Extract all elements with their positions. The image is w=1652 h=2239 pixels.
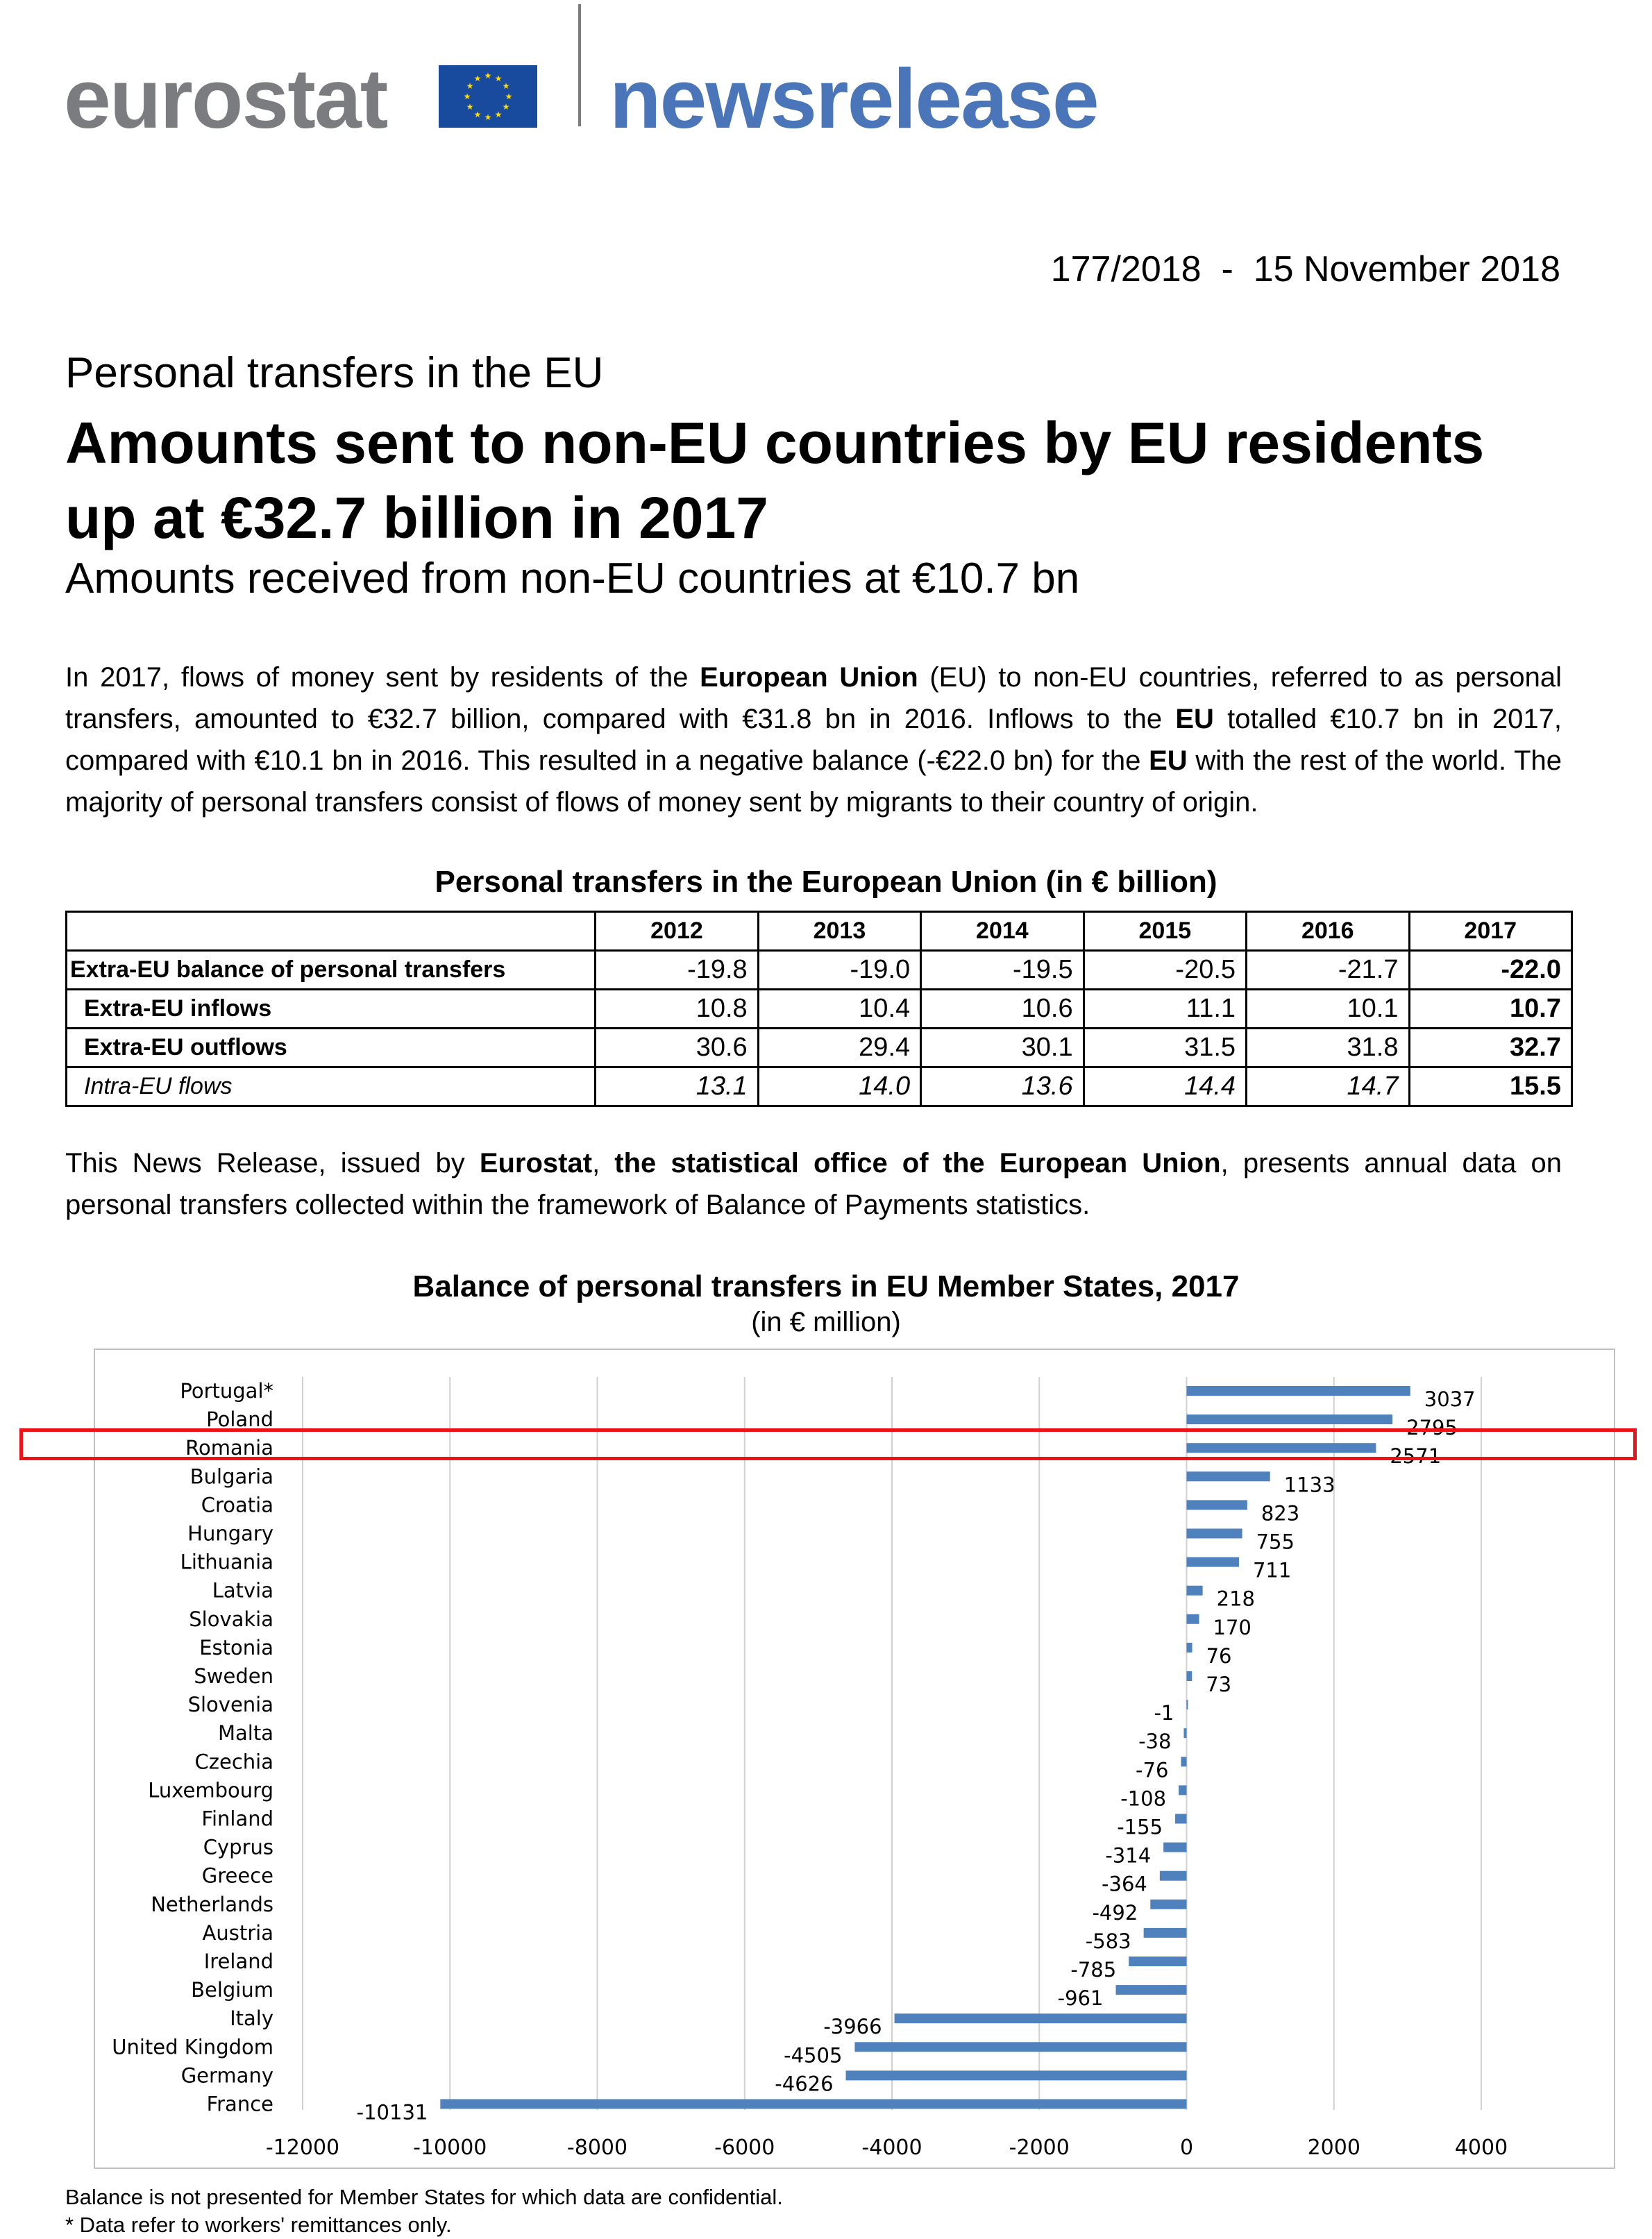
- data-label: -492: [1092, 1900, 1138, 1925]
- x-tick-label: 2000: [1307, 2136, 1360, 2160]
- year-header: 2013: [758, 912, 920, 951]
- category-label: Czechia: [194, 1750, 273, 1774]
- category-label: Malta: [218, 1721, 273, 1746]
- table-cell: -20.5: [1084, 951, 1246, 990]
- bar: [1187, 1586, 1203, 1596]
- highlight-box-romania: [19, 1428, 1637, 1460]
- data-label: -785: [1070, 1958, 1117, 1982]
- data-label: -364: [1102, 1872, 1147, 1896]
- footnote: Balance is not presented for Member States for which data are confidential.: [65, 2185, 783, 2209]
- data-label: 1133: [1283, 1473, 1335, 1497]
- intro-run: EU: [1149, 745, 1188, 776]
- chart-subtitle: (in € million): [751, 1307, 901, 1337]
- x-tick-label: -2000: [1009, 2136, 1070, 2160]
- category-label: Austria: [202, 1920, 273, 1945]
- bar: [1116, 1985, 1187, 1995]
- data-label: 2571: [1390, 1444, 1442, 1469]
- release-number: 177/2018: [1050, 249, 1202, 289]
- table-cell: -21.7: [1247, 951, 1409, 990]
- table-cell: 10.4: [758, 990, 920, 1029]
- row-label: Extra-EU outflows: [67, 1029, 596, 1067]
- table-cell: -19.8: [596, 951, 758, 990]
- category-label: Estonia: [199, 1635, 273, 1659]
- category-label: Lithuania: [180, 1550, 273, 1574]
- table-cell: 10.8: [596, 990, 758, 1029]
- bar: [1144, 1928, 1187, 1938]
- bar: [1187, 1557, 1239, 1567]
- intro-run: In 2017, flows of money sent by residents of the: [65, 662, 700, 693]
- category-label: Netherlands: [151, 1892, 273, 1916]
- row-label: Extra-EU inflows: [67, 990, 596, 1029]
- intro-run: with the rest of the world. The majority of personal transfers consist of flows of money sent by migrants to their country of origin.: [65, 745, 1562, 818]
- table-cell: 11.1: [1084, 990, 1246, 1029]
- data-label: -1: [1154, 1701, 1174, 1725]
- eu-flag-icon: [439, 65, 537, 128]
- table-cell: 31.8: [1247, 1029, 1409, 1067]
- data-label: 73: [1206, 1673, 1232, 1696]
- table-title: Personal transfers in the European Union (in € billion): [435, 865, 1217, 899]
- intro-run: European Union: [700, 662, 918, 693]
- x-tick-label: 4000: [1454, 2136, 1508, 2160]
- category-label: Portugal*: [180, 1379, 273, 1403]
- year-header: 2014: [921, 912, 1084, 951]
- category-label: Croatia: [201, 1493, 273, 1517]
- data-label: -76: [1136, 1758, 1169, 1782]
- x-tick-label: -12000: [265, 2136, 340, 2160]
- bar: [1187, 1386, 1410, 1396]
- headline: Amounts sent to non-EU countries by EU residents up at €32.7 billion in 2017: [65, 410, 1485, 550]
- bar: [895, 2013, 1187, 2023]
- bar: [1186, 1700, 1188, 1709]
- bar: [1150, 1900, 1186, 1909]
- bar: [1187, 1614, 1199, 1624]
- data-label: -314: [1105, 1843, 1152, 1868]
- table-cell: 10.7: [1409, 990, 1572, 1029]
- table-header-row: [67, 912, 1572, 951]
- data-label: -10131: [356, 2100, 428, 2124]
- subtitle: Amounts received from non-EU countries at €10.7 bn: [65, 555, 1080, 602]
- row-label: Intra-EU flows: [67, 1067, 596, 1106]
- bar: [1175, 1814, 1186, 1824]
- x-tick-label: -8000: [566, 2136, 628, 2160]
- year-header: 2017: [1409, 912, 1572, 951]
- category-label: Luxembourg: [148, 1778, 273, 1802]
- chart-title: Balance of personal transfers in EU Member States, 2017: [412, 1269, 1240, 1303]
- category-label: Slovenia: [187, 1693, 273, 1717]
- table-row: [67, 990, 1572, 1029]
- table-cell: -22.0: [1409, 951, 1572, 990]
- eu-star-icon: ★: [505, 92, 513, 101]
- table-cell: -19.5: [921, 951, 1084, 990]
- table-cell: 15.5: [1409, 1067, 1572, 1106]
- table-cell: 31.5: [1084, 1029, 1246, 1067]
- data-label: -4505: [784, 2043, 843, 2068]
- data-label: 755: [1256, 1530, 1295, 1554]
- table-cell: 10.6: [921, 990, 1084, 1029]
- bar: [1179, 1785, 1186, 1795]
- category-label: Ireland: [203, 1950, 273, 1973]
- header-divider: [578, 4, 581, 126]
- eu-star-icon: ★: [502, 102, 510, 112]
- table-cell: 14.0: [758, 1067, 920, 1106]
- about-run: , presents annual data on personal transfers collected within the framework of Balance of Payments statistics.: [65, 1148, 1562, 1220]
- data-label: 711: [1252, 1558, 1292, 1582]
- table-cell: 30.1: [921, 1029, 1084, 1067]
- x-tick-label: -10000: [413, 2136, 487, 2160]
- table-cell: -19.0: [758, 951, 920, 990]
- intro-paragraph: [65, 657, 1562, 823]
- data-label: -155: [1117, 1815, 1163, 1839]
- release-line: 177/2018 - 15 November 2018: [1050, 249, 1560, 289]
- release-date: 15 November 2018: [1253, 249, 1560, 289]
- transfers-table: [65, 911, 1573, 1107]
- category-label: Hungary: [187, 1521, 273, 1546]
- bar: [1129, 1957, 1186, 1966]
- category-label: Romania: [185, 1436, 273, 1460]
- table-cell: 30.6: [596, 1029, 758, 1067]
- intro-run: EU: [1175, 704, 1214, 734]
- category-label: Poland: [206, 1408, 273, 1432]
- data-label: 170: [1213, 1615, 1251, 1639]
- bar: [1187, 1471, 1270, 1481]
- about-run: This News Release, issued by: [65, 1148, 480, 1178]
- category-label: Belgium: [191, 1978, 273, 2002]
- category-label: Cyprus: [203, 1835, 273, 1859]
- category-label: Greece: [201, 1864, 273, 1888]
- table-cell: 13.6: [921, 1067, 1084, 1106]
- eu-star-icon: ★: [473, 74, 482, 84]
- bar: [1183, 1728, 1186, 1738]
- bar: [1181, 1757, 1186, 1766]
- eu-star-icon: ★: [484, 112, 492, 122]
- table-row: [67, 1029, 1572, 1067]
- about-paragraph: [65, 1142, 1562, 1226]
- table-cell: 10.1: [1247, 990, 1409, 1029]
- bar: [1187, 1500, 1247, 1510]
- table-cell: 14.7: [1247, 1067, 1409, 1106]
- data-label: 76: [1206, 1644, 1232, 1668]
- category-label: United Kingdom: [112, 2035, 273, 2059]
- eu-star-icon: ★: [463, 92, 471, 101]
- table-cell: 32.7: [1409, 1029, 1572, 1067]
- table-cell: 13.1: [596, 1067, 758, 1106]
- year-header: 2016: [1247, 912, 1409, 951]
- year-header: 2015: [1084, 912, 1246, 951]
- table-row: [67, 1067, 1572, 1106]
- bar: [1187, 1414, 1393, 1424]
- table-corner: [67, 912, 596, 951]
- bar: [440, 2099, 1186, 2109]
- category-label: Bulgaria: [189, 1464, 273, 1489]
- data-label: -108: [1120, 1786, 1167, 1811]
- bar: [1187, 1643, 1192, 1653]
- data-label: 218: [1216, 1587, 1255, 1611]
- eurostat-logo: eurostat: [64, 51, 387, 146]
- eu-star-icon: ★: [502, 81, 510, 91]
- eu-star-icon: ★: [484, 71, 492, 81]
- data-label: 2795: [1406, 1416, 1458, 1440]
- bar: [1187, 1671, 1192, 1681]
- footnote: * Data refer to workers' remittances only.: [65, 2213, 452, 2237]
- category-label: Sweden: [194, 1664, 273, 1688]
- data-label: -3966: [823, 2015, 882, 2039]
- eu-star-icon: ★: [466, 102, 474, 112]
- x-tick-label: -6000: [714, 2136, 775, 2160]
- bar: [854, 2042, 1186, 2052]
- data-label: -38: [1138, 1730, 1172, 1754]
- bar: [1163, 1843, 1186, 1852]
- category-label: Latvia: [212, 1578, 273, 1603]
- about-run: the statistical office of the European Union: [614, 1148, 1221, 1178]
- intro-run: (EU) to non-EU countries, referred to as personal transfers, amounted to €32.7 billion, compared with €31.8 bn in 2016. Inflows to the: [65, 662, 1562, 734]
- table-cell: 29.4: [758, 1029, 920, 1067]
- chart-frame: [94, 1349, 1615, 2168]
- category-label: France: [206, 2092, 273, 2116]
- eu-star-icon: ★: [494, 109, 503, 119]
- eu-star-icon: ★: [473, 109, 482, 119]
- data-label: -583: [1085, 1929, 1131, 1953]
- x-tick-label: -4000: [861, 2136, 922, 2160]
- data-label: 823: [1261, 1501, 1300, 1526]
- category-label: Italy: [230, 2006, 273, 2031]
- category-label: Slovakia: [189, 1607, 273, 1631]
- eu-star-icon: ★: [494, 74, 503, 84]
- x-tick-label: 0: [1179, 2136, 1194, 2160]
- bar: [1187, 1529, 1242, 1539]
- eu-star-icon: ★: [466, 81, 474, 91]
- intro-run: totalled €10.7 bn in 2017, compared with €10.1 bn in 2016. This resulted in a negative balance (-€22.0 bn) for the: [65, 704, 1562, 776]
- data-label: -961: [1057, 1986, 1104, 2011]
- about-run: Eurostat: [479, 1148, 593, 1178]
- category-label: Finland: [201, 1807, 273, 1831]
- data-label: 3037: [1424, 1387, 1476, 1411]
- table-row: [67, 951, 1572, 990]
- newsrelease-logo: newsrelease: [609, 51, 1098, 146]
- row-label: Extra-EU balance of personal transfers: [67, 951, 596, 990]
- bar: [1160, 1871, 1187, 1881]
- supertitle: Personal transfers in the EU: [65, 349, 604, 397]
- table-cell: 14.4: [1084, 1067, 1246, 1106]
- year-header: 2012: [596, 912, 758, 951]
- data-label: -4626: [775, 2072, 834, 2096]
- bar: [846, 2070, 1187, 2080]
- category-label: Germany: [180, 2063, 273, 2088]
- about-run: ,: [592, 1148, 615, 1178]
